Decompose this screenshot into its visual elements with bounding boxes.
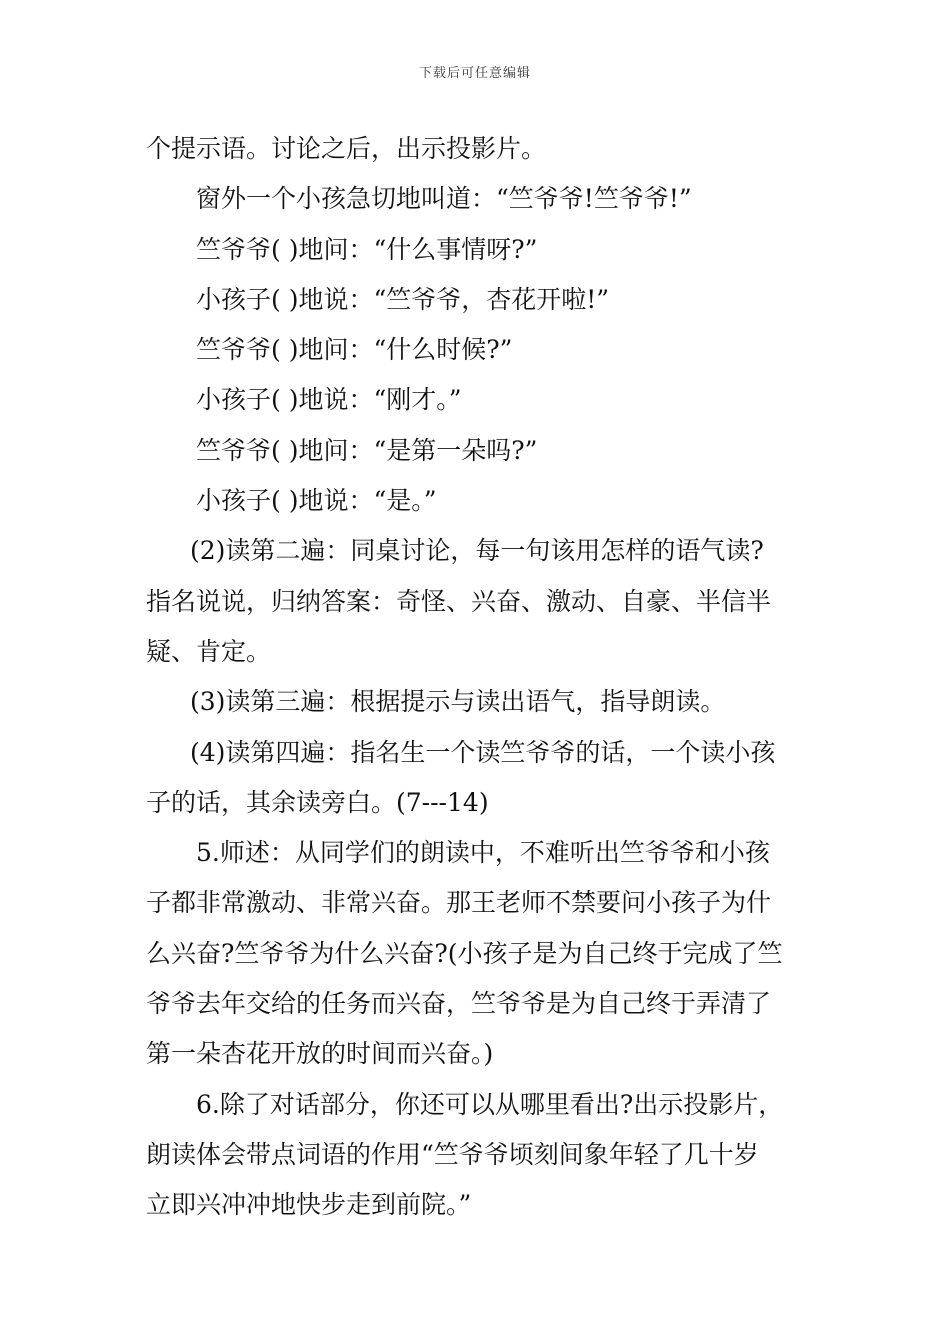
text-line: 指名说说，归纳答案：奇怪、兴奋、激动、自豪、半信半 [146,586,772,616]
page-header: 下载后可任意编辑 [418,66,531,81]
text-line: 么兴奋?竺爷爷为什么兴奋?(小孩子是为自己终于完成了竺 [146,938,783,968]
text-line: 6.除了对话部分，你还可以从哪里看出?出示投影片， [196,1089,784,1119]
text-line: 竺爷爷( )地问：“什么事情呀?” [196,234,538,264]
text-line: 立即兴冲冲地快步走到前院。” [146,1190,472,1220]
text-line: 朗读体会带点词语的作用“竺爷爷顷刻间象年轻了几十岁 [146,1139,759,1169]
text-line: 小孩子( )地说：“是。” [196,486,437,516]
text-line: 小孩子( )地说：“刚才。” [196,385,462,415]
text-line: (4)读第四遍：指名生一个读竺爷爷的话，一个读小孩 [190,737,776,767]
text-line: 第一朵杏花开放的时间而兴奋。) [146,1039,494,1069]
text-line: 窗外一个小孩急切地叫道：“竺爷爷!竺爷爷!” [196,184,692,214]
text-line: 5.师述：从同学们的朗读中，不难听出竺爷爷和小孩 [196,838,770,868]
document-body [146,124,814,1231]
text-line: 竺爷爷( )地问：“是第一朵吗?” [196,435,538,465]
text-line: 疑、肯定。 [146,636,272,666]
text-line: (3)读第三遍：根据提示与读出语气，指导朗读。 [190,687,726,717]
text-line: 个提示语。讨论之后，出示投影片。 [146,134,547,163]
text-line: 小孩子( )地说：“竺爷爷，杏花开啦!” [196,284,610,314]
text-line: 爷爷去年交给的任务而兴奋，竺爷爷是为自己终于弄清了 [146,989,772,1019]
text-line: 子的话，其余读旁白。(7---14) [146,787,489,817]
text-line: 竺爷爷( )地问：“什么时候?” [196,335,513,365]
text-line: 子都非常激动、非常兴奋。那王老师不禁要问小孩子为什 [146,888,772,918]
text-line: (2)读第二遍：同桌讨论，每一句该用怎样的语气读? [190,536,764,566]
